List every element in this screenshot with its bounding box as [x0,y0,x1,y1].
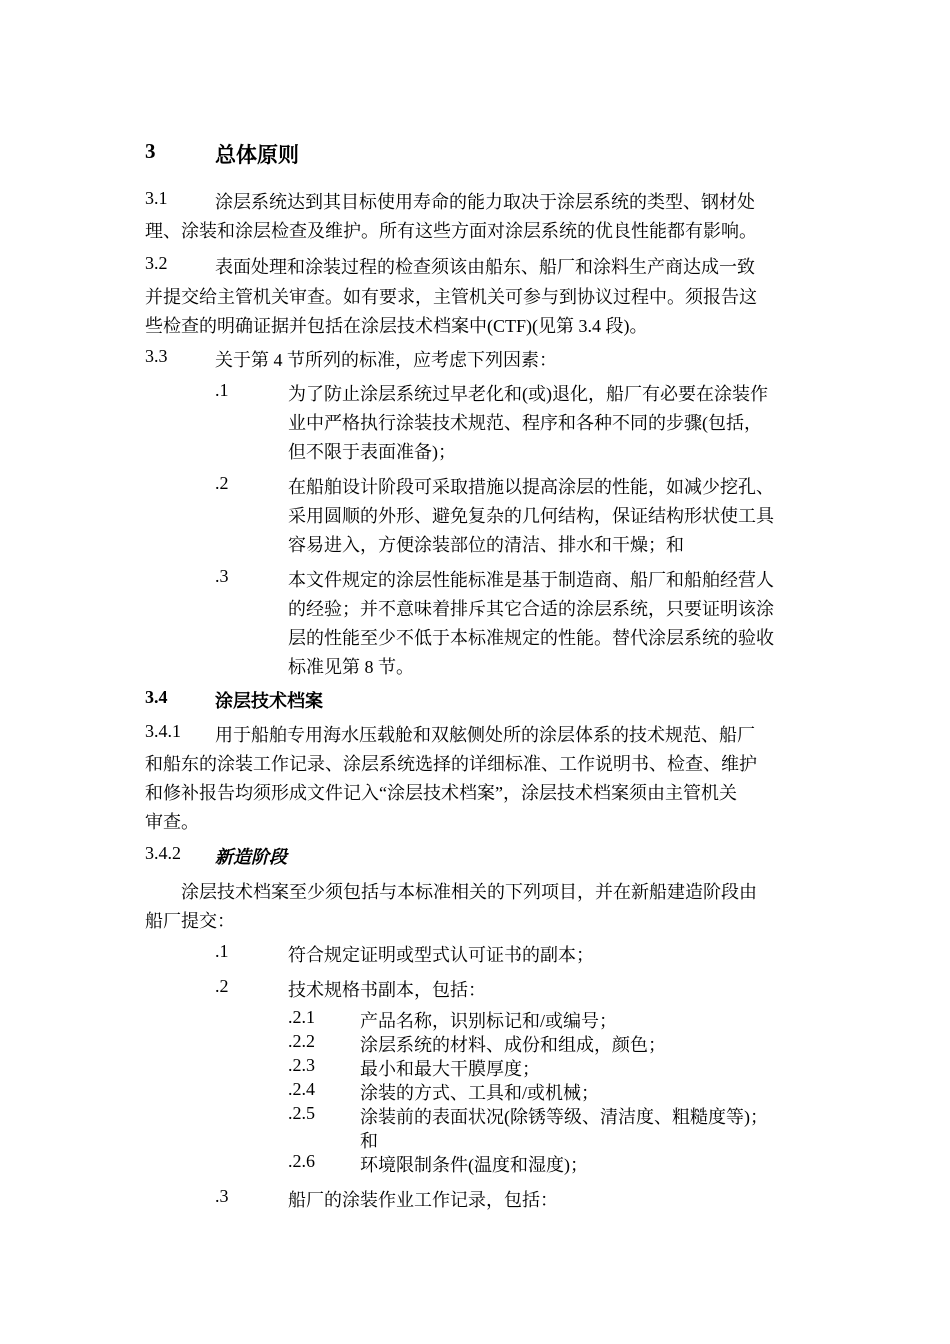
sub-item-number: .2.2 [288,1031,315,1051]
paragraph-3-1-line-1: 涂层系统达到其目标使用寿命的能力取决于涂层系统的类型、钢材处 [215,192,755,212]
list-item-line: 为了防止涂层系统过早老化和(或)退化，船厂有必要在涂装作 [288,384,768,404]
paragraph-number-3-4-1: 3.4.1 [145,721,181,741]
paragraph-3-1-line-2: 理、涂装和涂层检查及维护。所有这些方面对涂层系统的优良性能都有影响。 [145,221,757,241]
sub-item-number: .2.3 [288,1055,315,1075]
sub-item-text: 产品名称，识别标记和/或编号； [360,1011,617,1031]
section-title: 总体原则 [215,143,299,167]
list-item-line: 采用圆顺的外形、避免复杂的几何结构，保证结构形状使工具 [288,506,774,526]
paragraph-3-4-2-intro-line-1: 涂层技术档案至少须包括与本标准相关的下列项目，并在新船建造阶段由 [181,882,757,902]
paragraph-number-3-3: 3.3 [145,346,168,366]
list-item-line: 但不限于表面准备)； [288,442,456,462]
list-item-number: .3 [215,1186,229,1206]
list-item-line: 业中严格执行涂装技术规范、程序和各种不同的步骤(包括， [288,413,762,433]
subsection-number-3-4: 3.4 [145,687,168,707]
sub-item-number: .2.1 [288,1007,315,1027]
sub-item-text: 涂装前的表面状况(除锈等级、清洁度、粗糙度等)； [360,1107,768,1127]
list-item-number: .1 [215,941,229,961]
list-item-number: .3 [215,566,229,586]
paragraph-3-4-1-line-1: 用于船舶专用海水压载舱和双舷侧处所的涂层体系的技术规范、船厂 [215,725,755,745]
sub-item-text: 环境限制条件(温度和湿度)； [360,1155,588,1175]
list-item-line: 的经验；并不意味着排斥其它合适的涂层系统，只要证明该涂 [288,599,774,619]
paragraph-3-2-line-3: 些检查的明确证据并包括在涂层技术档案中(CTF)(见第 3.4 段)。 [145,316,648,336]
list-item-line: 标准见第 8 节。 [288,657,414,677]
paragraph-3-4-1-line-2: 和船东的涂装工作记录、涂层系统选择的详细标准、工作说明书、检查、维护 [145,754,757,774]
list-item-line: 符合规定证明或型式认可证书的副本； [288,945,594,965]
list-item-line: 在船舶设计阶段可采取措施以提高涂层的性能，如减少挖孔、 [288,477,774,497]
sub-item-text: 涂装的方式、工具和/或机械； [360,1083,599,1103]
sub-item-text: 最小和最大干膜厚度； [360,1059,540,1079]
sub-item-number: .2.5 [288,1103,315,1123]
sub-item-text-continued: 和 [360,1131,378,1151]
paragraph-3-3-intro: 关于第 4 节所列的标准，应考虑下列因素： [215,350,557,370]
list-item-line: 容易进入，方便涂装部位的清洁、排水和干燥；和 [288,535,684,555]
section-number: 3 [145,139,156,163]
paragraph-3-4-1-line-4: 审查。 [145,812,199,832]
paragraph-number-3-4-2: 3.4.2 [145,843,181,863]
paragraph-3-4-2-title: 新造阶段 [215,847,287,867]
paragraph-3-4-1-line-3: 和修补报告均须形成文件记入“涂层技术档案”，涂层技术档案须由主管机关 [145,783,737,803]
list-item-number: .2 [215,976,229,996]
list-item-line: 技术规格书副本，包括： [288,980,486,1000]
list-item-line: 层的性能至少不低于本标准规定的性能。替代涂层系统的验收 [288,628,774,648]
list-item-number: .2 [215,473,229,493]
list-item-line: 本文件规定的涂层性能标准是基于制造商、船厂和船舶经营人 [288,570,774,590]
list-item-number: .1 [215,380,229,400]
sub-item-text: 涂层系统的材料、成份和组成，颜色； [360,1035,666,1055]
paragraph-3-4-2-intro-line-2: 船厂提交： [145,911,235,931]
paragraph-number-3-1: 3.1 [145,188,168,208]
paragraph-3-2-line-1: 表面处理和涂装过程的检查须该由船东、船厂和涂料生产商达成一致 [215,257,755,277]
sub-item-number: .2.6 [288,1151,315,1171]
paragraph-3-2-line-2: 并提交给主管机关审查。如有要求，主管机关可参与到协议过程中。须报告这 [145,287,757,307]
subsection-title-3-4: 涂层技术档案 [215,691,323,711]
list-item-line: 船厂的涂装作业工作记录，包括： [288,1190,558,1210]
paragraph-number-3-2: 3.2 [145,253,168,273]
sub-item-number: .2.4 [288,1079,315,1099]
